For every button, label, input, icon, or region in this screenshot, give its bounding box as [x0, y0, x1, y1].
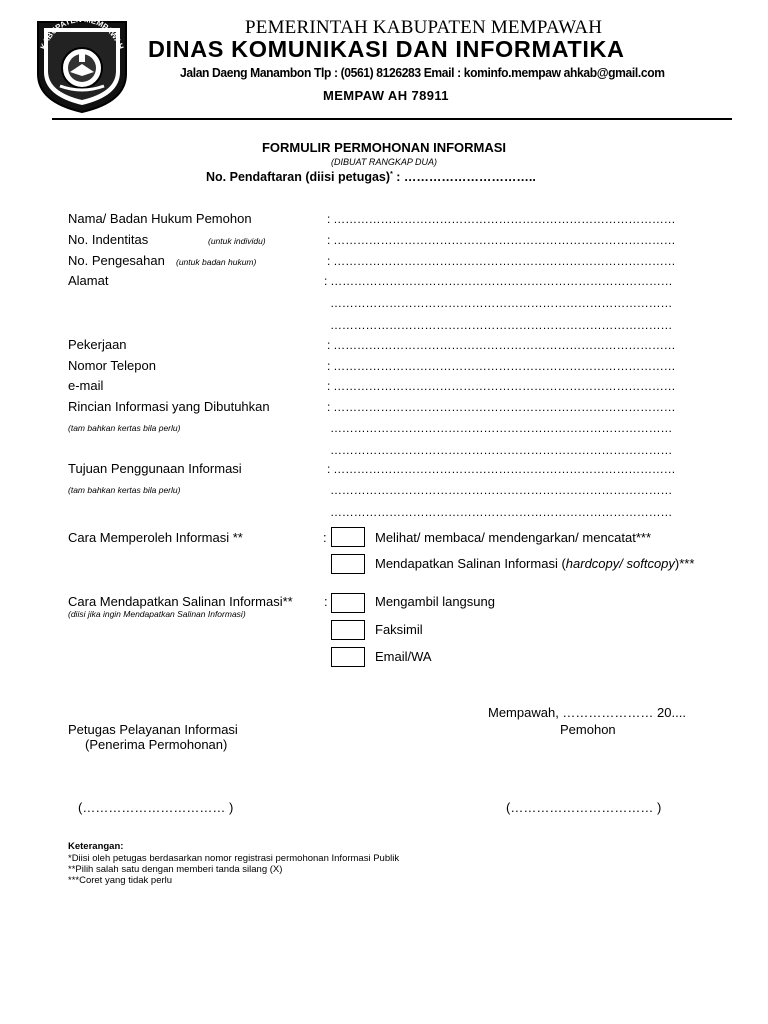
- agency-contact: Jalan Daeng Manambon Tlp : (0561) 8126283 Email : kominfo.mempaw ahkab@gmail.com: [180, 65, 665, 80]
- field-line-pekerjaan[interactable]: : ……………………………………………………………………………: [327, 338, 676, 352]
- cara-salinan-colon: :: [324, 594, 328, 609]
- petugas-signature-blank[interactable]: (…………………………… ): [78, 800, 234, 815]
- salinan-checkbox[interactable]: [331, 554, 365, 574]
- option-salinan-em: hardcopy/ softcopy: [565, 556, 675, 571]
- field-line-tujuan-3[interactable]: ……………………………………………………………………………: [330, 505, 673, 519]
- field-label-tujuan: Tujuan Penggunaan Informasi: [68, 461, 242, 476]
- form-title: FORMULIR PERMOHONAN INFORMASI: [261, 140, 507, 155]
- cara-memperoleh-colon: :: [323, 530, 327, 545]
- agency-name: DINAS KOMUNIKASI DAN INFORMATIKA: [148, 36, 625, 62]
- registration-label: No. Pendaftaran (diisi petugas): [206, 170, 391, 184]
- field-label-nama: Nama/ Badan Hukum Pemohon: [68, 211, 252, 226]
- field-label-telepon: Nomor Telepon: [68, 358, 156, 373]
- option-email-wa: Email/WA: [375, 649, 432, 664]
- melihat-checkbox[interactable]: [331, 527, 365, 547]
- field-line-rincian-3[interactable]: ……………………………………………………………………………: [330, 443, 673, 457]
- field-line-pengesahan[interactable]: : ……………………………………………………………………………: [327, 254, 676, 268]
- field-line-rincian-2[interactable]: ……………………………………………………………………………: [330, 421, 673, 435]
- field-note-pengesahan: (untuk badan hukum): [176, 257, 257, 267]
- field-label-pengesahan: No. Pengesahan: [68, 253, 165, 268]
- field-note-identitas: (untuk individu): [208, 236, 266, 246]
- field-line-identitas[interactable]: : ……………………………………………………………………………: [327, 233, 676, 247]
- option-salinan: [375, 556, 694, 571]
- faksimil-checkbox[interactable]: [331, 620, 365, 640]
- field-line-telepon[interactable]: : ……………………………………………………………………………: [327, 359, 676, 373]
- government-name: PEMERINTAH KABUPATEN MEMPAWAH: [245, 17, 603, 38]
- petugas-label: Petugas Pelayanan Informasi: [68, 722, 238, 737]
- field-line-alamat-3[interactable]: ……………………………………………………………………………: [330, 318, 673, 332]
- registration-number: [206, 170, 536, 184]
- field-line-nama[interactable]: : ……………………………………………………………………………: [327, 212, 676, 226]
- form-subtitle: (DIBUAT RANGKAP DUA): [330, 157, 437, 167]
- cara-memperoleh-label: Cara Memperoleh Informasi **: [68, 530, 243, 545]
- option-faksimil: Faksimil: [375, 622, 423, 637]
- field-label-pekerjaan: Pekerjaan: [68, 337, 127, 352]
- keterangan-line-1: *Diisi oleh petugas berdasarkan nomor registrasi permohonan Informasi Publik: [68, 853, 400, 864]
- registration-mark: *: [390, 170, 393, 178]
- option-melihat: Melihat/ membaca/ mendengarkan/ mencatat***: [375, 530, 652, 545]
- agency-city-postcode: MEMPAW AH 78911: [323, 88, 449, 103]
- field-label-identitas: No. Indentitas: [68, 232, 149, 247]
- field-line-tujuan-1[interactable]: : ……………………………………………………………………………: [327, 462, 676, 476]
- penerima-label: (Penerima Permohonan): [85, 737, 228, 752]
- kabupaten-mempawah-emblem: [30, 14, 134, 114]
- field-line-email[interactable]: : ……………………………………………………………………………: [327, 379, 676, 393]
- field-label-rincian: Rincian Informasi yang Dibutuhkan: [68, 399, 270, 414]
- field-line-alamat-2[interactable]: ……………………………………………………………………………: [330, 296, 673, 310]
- ambil-langsung-checkbox[interactable]: [331, 593, 365, 613]
- place-date: Mempawah, ………………… 20....: [488, 705, 686, 720]
- keterangan-line-3: ***Coret yang tidak perlu: [68, 875, 173, 886]
- field-note-rincian: (tam bahkan kertas bila perlu): [68, 423, 181, 433]
- svg-text:KABUPATEN MEMPAWAH: KABUPATEN MEMPAWAH: [38, 14, 126, 51]
- registration-dots: : …………………………..: [392, 170, 536, 184]
- option-ambil-langsung: Mengambil langsung: [375, 594, 495, 609]
- option-salinan-post: )***: [674, 556, 695, 571]
- header-divider: [52, 118, 732, 120]
- field-line-rincian-1[interactable]: : ……………………………………………………………………………: [327, 400, 676, 414]
- field-line-alamat-1[interactable]: : ……………………………………………………………………………: [324, 274, 673, 288]
- field-label-alamat: Alamat: [68, 273, 109, 288]
- cara-salinan-label: Cara Mendapatkan Salinan Informasi**: [68, 594, 293, 609]
- option-salinan-pre: Mendapatkan Salinan Informasi (: [375, 556, 566, 571]
- keterangan-heading: Keterangan:: [68, 841, 124, 852]
- field-label-email: e-mail: [68, 378, 104, 393]
- cara-salinan-note: (diisi jika ingin Mendapatkan Salinan Informasi): [68, 609, 246, 619]
- field-note-tujuan: (tam bahkan kertas bila perlu): [68, 485, 181, 495]
- keterangan-line-2: **Pilih salah satu dengan memberi tanda silang (X): [68, 864, 283, 875]
- field-line-tujuan-2[interactable]: ……………………………………………………………………………: [330, 483, 673, 497]
- pemohon-label: Pemohon: [560, 722, 616, 737]
- email-wa-checkbox[interactable]: [331, 647, 365, 667]
- pemohon-signature-blank[interactable]: (…………………………… ): [506, 800, 662, 815]
